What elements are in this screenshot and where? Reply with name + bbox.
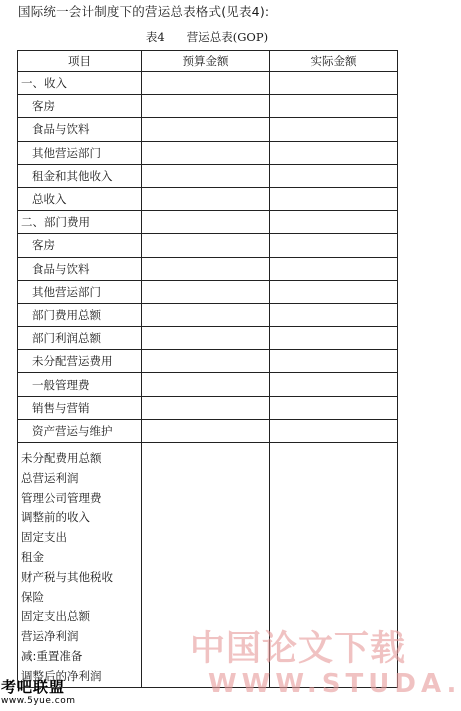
budget-cell [142,419,270,442]
tail-item: 租金 [21,549,44,564]
tail-item: 总营运利润 [21,470,79,485]
watermark-cn: 中国论文下载 [190,629,407,669]
tail-item: 营运净利润 [21,629,79,644]
actual-cell [270,350,398,373]
row-label: 食品与饮料 [18,257,142,280]
row-label: 总收入 [18,187,142,210]
gop-table [17,50,398,688]
table-row [18,373,398,396]
site-logo [1,676,93,706]
watermark-en: WWW.STUDA. [208,669,461,699]
budget-cell [142,373,270,396]
header-item: 项目 [18,51,142,72]
logo-line2: www.5yue.com [1,696,76,706]
actual-cell [270,118,398,141]
budget-cell [142,350,270,373]
tail-item: 调整前的收入 [21,510,90,525]
table-row [18,327,398,350]
table-row [18,280,398,303]
table-row [18,419,398,442]
table-row [18,257,398,280]
actual-cell [270,396,398,419]
row-label: 二、部门费用 [18,211,142,234]
table-row [18,141,398,164]
tail-item: 保险 [21,589,44,604]
tail-item: 调整后的净利润 [21,668,102,683]
row-label: 未分配营运费用 [18,350,142,373]
table-caption [0,29,414,45]
table-row [18,211,398,234]
actual-cell [270,72,398,95]
budget-cell [142,327,270,350]
budget-cell [142,211,270,234]
actual-cell [270,327,398,350]
row-label: 其他营运部门 [18,141,142,164]
table-row [18,95,398,118]
table-row [18,187,398,210]
actual-cell [270,211,398,234]
budget-cell [142,118,270,141]
actual-cell [270,280,398,303]
row-label: 一般管理费 [18,373,142,396]
actual-cell [270,95,398,118]
row-label: 资产营运与维护 [18,419,142,442]
budget-cell [142,187,270,210]
budget-cell [142,234,270,257]
actual-cell [270,373,398,396]
table-row [18,303,398,326]
tail-label-cell [18,443,142,688]
tail-item: 固定支出总额 [21,609,90,624]
header-row [18,51,398,72]
budget-cell [142,95,270,118]
table-row [18,164,398,187]
table-row [18,72,398,95]
table-row [18,350,398,373]
table-row [18,234,398,257]
actual-cell [270,164,398,187]
row-label: 部门费用总额 [18,303,142,326]
tail-item: 未分配费用总额 [21,451,102,465]
tail-item: 管理公司管理费 [21,490,102,505]
budget-cell [142,303,270,326]
row-label: 销售与营销 [18,396,142,419]
table-number: 表4 [145,30,165,44]
budget-cell [142,257,270,280]
actual-cell [270,303,398,326]
table-row [18,118,398,141]
row-label: 客房 [18,95,142,118]
row-label: 客房 [18,234,142,257]
header-actual: 实际金额 [270,51,398,72]
budget-cell [142,396,270,419]
tail-item: 固定支出 [21,530,67,545]
budget-cell [142,72,270,95]
row-label: 一、收入 [18,72,142,95]
table-row [18,396,398,419]
tail-item: 减:重置准备 [21,648,83,663]
table-title: 营运总表(GOP) [186,30,269,44]
budget-cell [142,164,270,187]
row-label: 其他营运部门 [18,280,142,303]
actual-cell [270,257,398,280]
row-label: 租金和其他收入 [18,164,142,187]
actual-cell [270,234,398,257]
row-label: 食品与饮料 [18,118,142,141]
budget-cell [142,141,270,164]
actual-cell [270,187,398,210]
actual-cell [270,141,398,164]
intro-text: 国际统一会计制度下的营运总表格式(见表4): [18,4,270,19]
header-budget: 预算金额 [142,51,270,72]
row-label: 部门利润总额 [18,327,142,350]
logo-line1: 考吧联盟 [1,678,66,696]
budget-cell [142,280,270,303]
actual-cell [270,419,398,442]
tail-item: 财产税与其他税收 [21,569,113,584]
